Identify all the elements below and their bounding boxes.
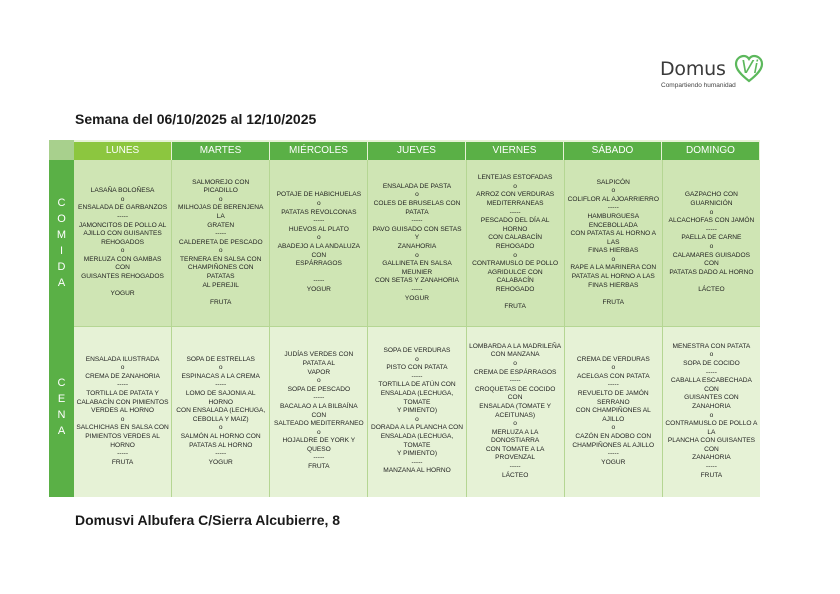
- menu-line: o: [218, 424, 223, 432]
- footer-address: Domusvi Albufera C/Sierra Alcubierre, 8: [75, 512, 341, 528]
- comida-cell: [270, 160, 368, 326]
- menu-line: o: [709, 411, 714, 419]
- logo-vi-text: Vi: [741, 57, 759, 78]
- menu-line: REVUELTO DE JAMÓN SERRANO: [577, 390, 649, 406]
- comida-cell: [74, 160, 172, 326]
- menu-line: TORTILLA DE PATATA Y: [86, 390, 159, 398]
- side-header-spacer: [49, 140, 74, 160]
- menu-line: REHOGADOS: [101, 238, 144, 246]
- menu-line: o: [218, 247, 223, 255]
- menu-line: GRATEN: [207, 221, 235, 229]
- menu-line: -----: [313, 454, 325, 462]
- menu-line: CON MANZANA: [490, 351, 540, 359]
- menu-line: CAZÓN EN ADOBO CON: [575, 432, 652, 440]
- menu-line: -----: [411, 372, 423, 380]
- day-header: VIERNES: [466, 142, 564, 160]
- menu-line: CON TOMATE A LA PROVENZAL: [485, 445, 545, 462]
- menu-line: PATATAS AL HORNO A LAS: [571, 273, 655, 281]
- menu-line: ACELGAS CON PATATA: [576, 372, 650, 380]
- menu-line: VERDES AL HORNO: [91, 407, 154, 415]
- comida-cell: [172, 160, 270, 326]
- menu-line: -----: [215, 450, 227, 458]
- menu-line: LÁCTEO: [698, 285, 725, 293]
- menu-line: CHAMPIÑONES AL AJILLO: [572, 441, 655, 449]
- menu-line: CHAMPIÑONES CON PATATAS: [187, 264, 254, 281]
- menu-line: LOMO DE SAJONIA AL HORNO: [185, 390, 256, 406]
- menu-line: CREMA DE VERDURAS: [576, 355, 650, 363]
- menu-line: o: [611, 187, 616, 195]
- days-header: [74, 140, 760, 160]
- menu-line: o: [415, 415, 419, 423]
- menu-line: PLANCHA CON GUISANTES CON: [667, 437, 756, 453]
- cena-cell-content: [665, 326, 758, 497]
- cena-cell: [172, 326, 270, 497]
- menu-line: o: [120, 195, 125, 203]
- comida-cell-content: [272, 160, 365, 326]
- comida-cell-content: [469, 160, 562, 326]
- menu-line: JAMONCITOS DE POLLO AL: [78, 221, 167, 229]
- menu-line: FRUTA: [308, 463, 330, 471]
- menu-line: FINAS HIERBAS: [588, 281, 639, 289]
- comida-cell-content: [76, 160, 169, 326]
- comida-letter: M: [56, 229, 67, 241]
- menu-line: FRUTA: [700, 471, 723, 479]
- menu-line: YOGUR: [601, 458, 626, 466]
- menu-line: ALCACHOFAS CON JAMÓN: [668, 217, 755, 225]
- menu-line: o: [709, 208, 714, 216]
- cena-cell-content: [76, 326, 169, 497]
- menu-line: ENSALADA (LECHUGA, TOMATE: [380, 432, 454, 449]
- menu-line: -----: [411, 285, 423, 293]
- menu-line: CONTRAMUSLO DE POLLO: [472, 260, 559, 268]
- side-label-comida: [49, 160, 74, 326]
- menu-line: ENSALADA ILUSTRADA: [85, 355, 160, 363]
- comida-cell: [467, 160, 565, 326]
- menu-line: o: [415, 191, 419, 199]
- day-header: JUEVES: [368, 142, 466, 160]
- menu-line: -----: [215, 230, 227, 238]
- menu-line: -----: [509, 463, 521, 471]
- menu-line: LENTEJAS ESTOFADAS: [477, 174, 553, 182]
- cena-cell-content: [272, 326, 365, 497]
- menu-line: CROQUETAS DE COCIDO CON: [474, 385, 556, 402]
- menu-line: FRUTA: [111, 458, 134, 466]
- menu-line: -----: [607, 450, 619, 458]
- menu-line: o: [513, 182, 517, 190]
- menu-line: RAPE A LA MARINERA CON: [570, 264, 657, 272]
- menu-line: o: [317, 234, 321, 242]
- menu-line: -----: [117, 450, 129, 458]
- menu-line: o: [709, 351, 714, 359]
- comida-cell-content: [665, 160, 758, 326]
- menu-line: DORADA A LA PLANCHA CON: [371, 424, 463, 432]
- menu-line: AJILLO CON GUISANTES: [83, 230, 162, 238]
- menu-line: o: [513, 420, 517, 428]
- menu-line: o: [709, 243, 714, 250]
- menu-line: -----: [215, 381, 227, 389]
- comida-letter: A: [57, 277, 66, 289]
- menu-line: MERLUZA CON GAMBAS CON: [83, 255, 162, 272]
- menu-line: o: [513, 251, 517, 259]
- menu-line: CREMA DE ESPÁRRAGOS: [473, 368, 557, 376]
- menu-line: -----: [607, 381, 619, 389]
- menu-line: PATATAS AL HORNO: [189, 441, 253, 449]
- menu-line: FRUTA: [504, 303, 526, 311]
- comida-cell: [368, 160, 466, 326]
- menu-line: MEDITERRANEAS: [486, 200, 544, 208]
- menu-line: CON ENSALADA (LECHUGA,: [176, 407, 266, 415]
- menu-line: -----: [705, 225, 717, 233]
- cena-cell-content: [469, 326, 562, 497]
- comida-cell: [663, 160, 760, 326]
- menu-line: CALABACÍN CON PIMIENTOS: [76, 398, 169, 406]
- menu-line: PAVO GUISADO CON SETAS Y: [372, 225, 462, 242]
- menu-line: CON CALABACÍN REHOGADO: [488, 234, 543, 250]
- comida-cell-content: [567, 160, 660, 326]
- menu-line: o: [120, 247, 125, 255]
- cena-cell-content: [370, 326, 463, 497]
- side-letters-cena: [49, 375, 74, 439]
- menu-line: MANZANA AL HORNO: [383, 467, 451, 475]
- menu-line: PISTO CON PATATA: [386, 364, 448, 372]
- cena-letter: N: [57, 409, 66, 421]
- comida-letter: O: [57, 213, 66, 225]
- menu-line: ZANAHORIA: [397, 243, 437, 250]
- menu-line: MENESTRA CON PATATA: [672, 342, 751, 350]
- menu-line: COLES DE BRUSELAS CON: [373, 200, 461, 208]
- menu-line: GUISANTES CON ZANAHORIA: [684, 394, 739, 410]
- menu-line: PATATAS DADO AL HORNO: [669, 268, 754, 276]
- menu-line: FINAS HIERBAS: [588, 247, 639, 255]
- menu-line: SOPA DE ESTRELLAS: [186, 355, 255, 363]
- menu-line: o: [317, 428, 321, 436]
- menu-line: FRUTA: [209, 298, 232, 306]
- day-header: MARTES: [172, 142, 270, 160]
- menu-line: CALDERETA DE PESCADO: [178, 238, 263, 246]
- menu-line: Y PIMIENTO): [396, 407, 438, 415]
- domusvi-logo: [660, 56, 770, 92]
- menu-line: -----: [705, 463, 717, 471]
- menu-line: o: [513, 359, 517, 367]
- menu-line: SALCHICHAS EN SALSA CON: [76, 424, 169, 432]
- menu-line: ENSALADA (LECHUGA, TOMATE: [380, 390, 454, 406]
- menu-line: HAMBURGUESA ENCEBOLLADA: [587, 212, 640, 229]
- menu-line: REHOGADO: [495, 285, 535, 293]
- menu-line: o: [611, 364, 616, 372]
- menu-line: SOPA DE PESCADO: [287, 385, 351, 393]
- logo-wordmark: Domus: [660, 58, 726, 80]
- week-title: Semana del 06/10/2025 al 12/10/2025: [75, 111, 317, 127]
- cena-row: [74, 326, 760, 497]
- menu-line: -----: [313, 394, 325, 402]
- menu-line: CON SETAS Y ZANAHORIA: [375, 277, 459, 285]
- menu-line: ARROZ CON VERDURAS: [476, 191, 555, 199]
- side-label-cena: [49, 326, 74, 497]
- menu-line: PAELLA DE CARNE: [681, 234, 742, 242]
- menu-line: MERLUZA A LA DONOSTIARRA: [490, 428, 540, 445]
- menu-line: -----: [313, 277, 325, 285]
- menu-line: SOPA DE COCIDO: [683, 359, 740, 367]
- menu-line: CREMA DE ZANAHORIA: [85, 372, 160, 380]
- menu-line: ENSALADA (TOMATE Y: [479, 402, 552, 410]
- cena-cell: [565, 326, 663, 497]
- cena-cell-content: [567, 326, 660, 497]
- menu-line: ESPÁRRAGOS: [295, 260, 342, 268]
- cena-cell: [368, 326, 466, 497]
- menu-line: PATATAS REVOLCONAS: [281, 208, 357, 216]
- menu-line: YOGUR: [208, 458, 233, 466]
- menu-line: CONTRAMUSLO DE POLLO A LA: [665, 420, 758, 436]
- menu-line: CEBOLLA Y MAIZ): [192, 415, 249, 423]
- menu-line: -----: [411, 458, 423, 466]
- menu-line: GUISANTES REHOGADOS: [81, 273, 164, 281]
- day-header: LUNES: [74, 142, 172, 160]
- row-divider: [74, 326, 760, 327]
- menu-line: ABADEJO A LA ANDALUZA CON: [277, 243, 361, 259]
- menu-line: SALMOREJO CON PICADILLO: [192, 178, 250, 195]
- comida-letter: D: [57, 261, 66, 273]
- cena-letter: E: [57, 393, 66, 405]
- menu-line: MILHOJAS DE BERENJENA LA: [178, 204, 264, 220]
- menu-line: SALMÓN AL HORNO CON: [180, 432, 261, 440]
- menu-line: YOGUR: [306, 285, 331, 293]
- menu-line: CALAMARES GUISADOS CON: [672, 251, 751, 268]
- weekly-menu-table: [49, 140, 760, 497]
- menu-line: SALPICÓN: [596, 178, 630, 186]
- comida-letter: C: [57, 197, 66, 209]
- menu-line: LOMBARDA A LA MADRILEÑA: [469, 342, 562, 350]
- menu-line: GALLINETA EN SALSA MEUNIER: [382, 260, 452, 276]
- day-header: MIÉRCOLES: [270, 142, 368, 160]
- cena-cell: [74, 326, 172, 497]
- menu-line: HUEVOS AL PLATO: [288, 225, 349, 233]
- cena-cell: [663, 326, 760, 497]
- menu-line: o: [415, 355, 419, 363]
- menu-line: AGRIDULCE CON CALABACÍN: [487, 268, 543, 285]
- cena-letter: A: [57, 425, 66, 437]
- menu-line: PESCADO DEL DÍA AL HORNO: [480, 217, 550, 233]
- menu-line: -----: [509, 208, 521, 216]
- menu-line: LÁCTEO: [501, 471, 529, 479]
- menu-line: CABALLA ESCABECHADA CON: [670, 377, 752, 393]
- menu-line: -----: [117, 212, 129, 220]
- comida-cell: [565, 160, 663, 326]
- menu-line: ACEITUNAS): [495, 411, 536, 419]
- menu-line: GAZPACHO CON GUARNICIÓN: [684, 191, 738, 208]
- day-header: SÁBADO: [564, 142, 662, 160]
- cena-cell: [270, 326, 368, 497]
- menu-line: ZANAHORIA: [692, 454, 731, 462]
- menu-line: TERNERA EN SALSA CON: [180, 255, 262, 263]
- menu-line: CON CHAMPIÑONES AL AJILLO: [575, 407, 651, 423]
- menu-line: YOGUR: [110, 290, 135, 298]
- comida-letter: I: [59, 245, 64, 257]
- menu-line: o: [120, 415, 125, 423]
- menu-line: POTAJE DE HABICHUELAS: [276, 191, 362, 199]
- comida-cell-content: [370, 160, 463, 326]
- menu-line: HOJALDRE DE YORK Y QUESO: [282, 437, 356, 453]
- menu-line: JUDÍAS VERDES CON PATATA AL: [284, 351, 354, 367]
- menu-line: o: [120, 364, 125, 372]
- menu-line: CON PATATAS AL HORNO A LAS: [570, 230, 657, 246]
- menu-line: FRUTA: [602, 298, 625, 306]
- menu-line: o: [611, 255, 616, 263]
- menu-line: ESPINACAS A LA CREMA: [181, 372, 260, 380]
- menu-line: o: [218, 195, 223, 203]
- menu-line: -----: [607, 204, 619, 212]
- cena-cell: [467, 326, 565, 497]
- comida-row: [74, 160, 760, 326]
- menu-line: ENSALADA DE GARBANZOS: [78, 204, 168, 212]
- menu-line: o: [317, 377, 321, 385]
- menu-line: -----: [705, 368, 717, 376]
- menu-line: -----: [411, 217, 423, 225]
- menu-line: YOGUR: [404, 294, 430, 302]
- menu-line: SOPA DE VERDURAS: [383, 347, 451, 355]
- menu-line: BACALAO A LA BILBAÍNA CON: [280, 402, 358, 419]
- side-letters-comida: [49, 195, 74, 291]
- day-header: DOMINGO: [662, 142, 760, 160]
- menu-line: -----: [313, 217, 325, 225]
- logo-tagline: Compartiendo humanidad: [661, 82, 736, 89]
- menu-line: -----: [509, 377, 521, 385]
- menu-line: o: [611, 424, 616, 432]
- menu-line: -----: [117, 381, 129, 389]
- menu-line: AL PEREJIL: [202, 281, 239, 289]
- menu-line: PIMIENTOS VERDES AL HORNO: [85, 432, 160, 449]
- menu-line: VAPOR: [307, 368, 331, 376]
- comida-cell-content: [174, 160, 267, 326]
- menu-line: COLIFLOR AL AJOARRIERRO: [567, 195, 659, 203]
- menu-line: ENSALADA DE PASTA: [382, 182, 452, 190]
- menu-line: PATATA: [405, 208, 429, 216]
- menu-line: SALTEADO MEDITERRANEO: [274, 420, 364, 428]
- cena-cell-content: [174, 326, 267, 497]
- menu-line: o: [218, 364, 223, 372]
- menu-line: o: [317, 200, 321, 208]
- cena-letter: C: [57, 377, 66, 389]
- menu-line: TORTILLA DE ATÚN CON: [378, 381, 456, 389]
- menu-line: o: [415, 251, 419, 259]
- menu-line: Y PIMIENTO): [396, 450, 438, 458]
- menu-line: LASAÑA BOLOÑESA: [90, 187, 155, 195]
